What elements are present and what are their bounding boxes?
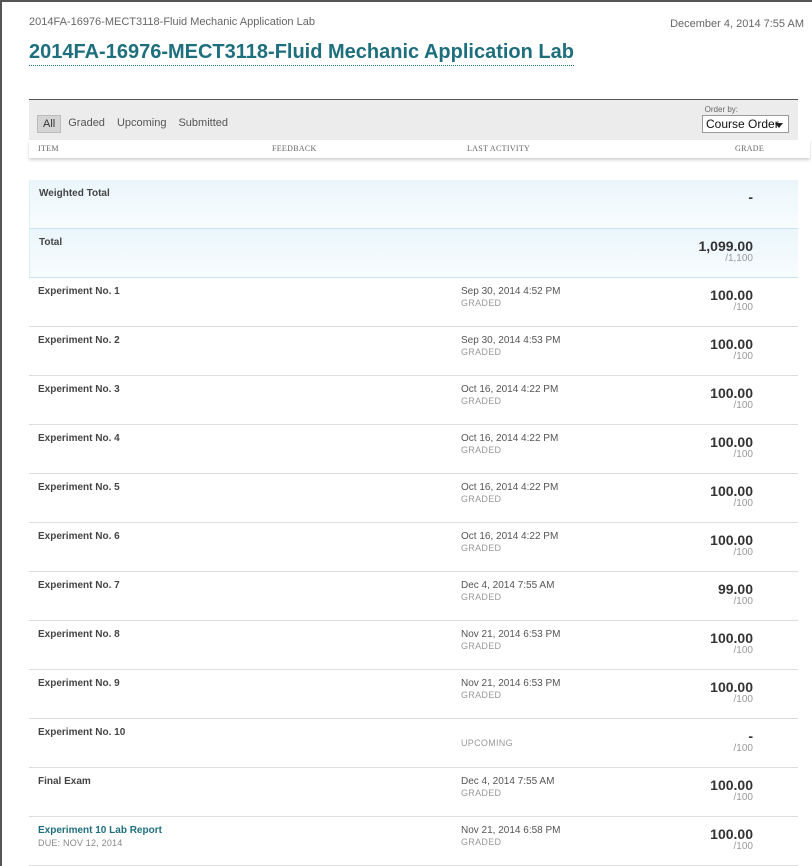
grade-points-possible: /100	[733, 645, 753, 656]
activity-status: GRADED	[461, 298, 502, 308]
grade-points-possible: /100	[733, 498, 753, 509]
item-name: Experiment No. 4	[38, 433, 120, 444]
item-name: Experiment No. 7	[38, 580, 120, 591]
item-name: Experiment No. 5	[38, 482, 120, 493]
grade-score: 100.00	[710, 630, 753, 646]
grade-score: 99.00	[717, 581, 753, 597]
grade-row[interactable]	[29, 474, 798, 523]
grade-row[interactable]	[29, 278, 798, 327]
order-by-select[interactable]	[702, 115, 789, 133]
grade-points-possible: /100	[733, 792, 753, 803]
grade-points-possible: /100	[733, 841, 753, 852]
grade-points-possible: /100	[733, 400, 753, 411]
grades-toolbar	[29, 99, 798, 140]
grade-row[interactable]	[29, 425, 798, 474]
activity-date: Oct 16, 2014 4:22 PM	[461, 433, 559, 444]
order-by-value: Course Order	[706, 117, 779, 131]
page-title[interactable]: 2014FA-16976-MECT3118-Fluid Mechanic Application Lab	[29, 41, 574, 66]
grade-row[interactable]	[29, 621, 798, 670]
chevron-down-icon	[775, 123, 783, 128]
activity-status: UPCOMING	[461, 738, 513, 748]
item-name: Final Exam	[38, 776, 91, 787]
grade-score: -	[748, 189, 753, 205]
grade-score: 100.00	[710, 826, 753, 842]
grade-row[interactable]	[29, 327, 798, 376]
grades-list	[29, 180, 798, 866]
grade-row[interactable]	[29, 572, 798, 621]
item-name: Experiment No. 6	[38, 531, 120, 542]
activity-status: GRADED	[461, 494, 502, 504]
item-name: Experiment No. 2	[38, 335, 120, 346]
grade-points-possible: /1,100	[725, 253, 753, 264]
filter-all[interactable]: All	[37, 115, 61, 133]
grade-score: 100.00	[710, 777, 753, 793]
activity-status: GRADED	[461, 445, 502, 455]
activity-status: GRADED	[461, 788, 502, 798]
activity-date: Dec 4, 2014 7:55 AM	[461, 776, 555, 787]
activity-date: Nov 21, 2014 6:53 PM	[461, 629, 561, 640]
activity-date: Sep 30, 2014 4:53 PM	[461, 335, 561, 346]
column-header-feedback[interactable]: FEEDBACK	[272, 144, 317, 153]
activity-date: Nov 21, 2014 6:58 PM	[461, 825, 561, 836]
item-name: Experiment No. 10	[38, 727, 126, 738]
summary-row	[29, 229, 798, 278]
grade-score: 1,099.00	[698, 238, 753, 254]
grade-points-possible: /100	[733, 596, 753, 607]
grade-points-possible: /100	[733, 449, 753, 460]
activity-date: Oct 16, 2014 4:22 PM	[461, 531, 559, 542]
grade-row[interactable]	[29, 670, 798, 719]
column-header-last-activity[interactable]: LAST ACTIVITY	[467, 144, 531, 153]
grade-row[interactable]	[29, 376, 798, 425]
due-date: DUE: NOV 12, 2014	[38, 838, 123, 848]
grade-score: 100.00	[710, 287, 753, 303]
grade-row[interactable]	[29, 523, 798, 572]
item-name: Experiment No. 8	[38, 629, 120, 640]
activity-status: GRADED	[461, 690, 502, 700]
grade-score: 100.00	[710, 336, 753, 352]
filter-tabs	[37, 115, 233, 133]
grade-points-possible: /100	[733, 547, 753, 558]
column-headers	[29, 140, 810, 158]
activity-status: GRADED	[461, 641, 502, 651]
activity-date: Dec 4, 2014 7:55 AM	[461, 580, 555, 591]
grade-points-possible: /100	[733, 302, 753, 313]
activity-status: GRADED	[461, 837, 502, 847]
item-name: Weighted Total	[39, 188, 110, 199]
column-header-grade[interactable]: GRADE	[735, 144, 765, 153]
activity-status: GRADED	[461, 592, 502, 602]
grade-score: 100.00	[710, 434, 753, 450]
grade-row[interactable]	[29, 719, 798, 768]
breadcrumb[interactable]: 2014FA-16976-MECT3118-Fluid Mechanic Application Lab	[29, 16, 315, 28]
grade-row[interactable]	[29, 768, 798, 817]
activity-date: Oct 16, 2014 4:22 PM	[461, 482, 559, 493]
grade-points-possible: /100	[733, 694, 753, 705]
item-name: Total	[39, 237, 63, 248]
activity-date: Nov 21, 2014 6:53 PM	[461, 678, 561, 689]
grade-score: 100.00	[710, 679, 753, 695]
grade-points-possible: /100	[733, 743, 753, 754]
grade-score: 100.00	[710, 483, 753, 499]
grade-points-possible: /100	[733, 351, 753, 362]
item-name: Experiment No. 9	[38, 678, 120, 689]
grade-row[interactable]	[29, 817, 798, 866]
grade-score: -	[748, 728, 753, 744]
activity-date: Sep 30, 2014 4:52 PM	[461, 286, 561, 297]
filter-upcoming[interactable]: Upcoming	[116, 117, 167, 129]
activity-status: GRADED	[461, 543, 502, 553]
column-header-item[interactable]: ITEM	[38, 144, 59, 153]
grade-score: 100.00	[710, 532, 753, 548]
summary-row	[29, 180, 798, 229]
grade-score: 100.00	[710, 385, 753, 401]
filter-graded[interactable]: Graded	[68, 117, 105, 129]
activity-status: GRADED	[461, 396, 502, 406]
current-datetime: December 4, 2014 7:55 AM	[670, 18, 804, 30]
activity-date: Oct 16, 2014 4:22 PM	[461, 384, 559, 395]
item-name: Experiment No. 1	[38, 286, 120, 297]
item-name: Experiment No. 3	[38, 384, 120, 395]
filter-submitted[interactable]: Submitted	[178, 117, 228, 129]
activity-status: GRADED	[461, 347, 502, 357]
order-by-label: Order by:	[704, 105, 738, 114]
item-link[interactable]: Experiment 10 Lab Report	[38, 825, 162, 836]
